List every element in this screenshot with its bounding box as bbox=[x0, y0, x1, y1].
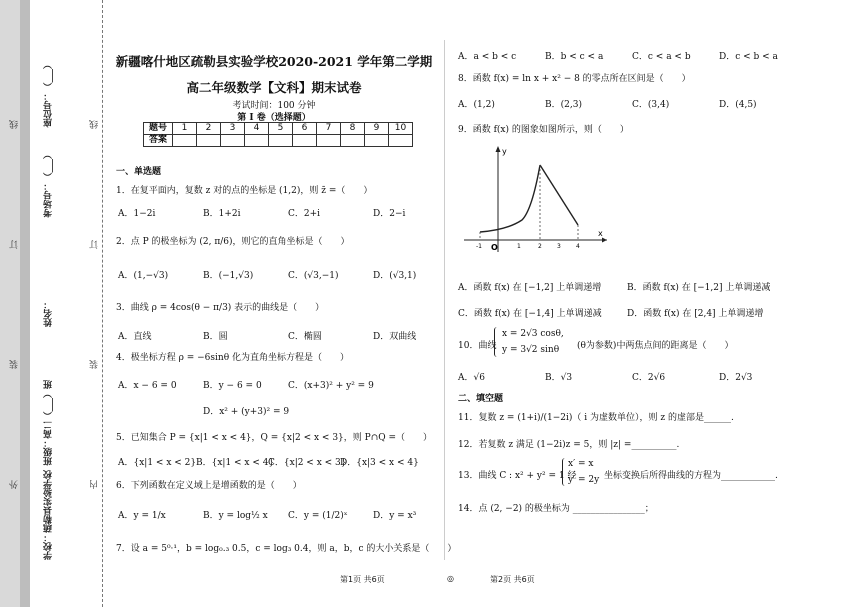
q2-option-c: C．(√3,−1) bbox=[288, 271, 339, 281]
q2-option-b: B．(−1,√3) bbox=[203, 271, 254, 281]
q4-stem: 4．极坐标方程 ρ = −6sinθ 化为直角坐标方程是（ ） bbox=[116, 353, 349, 363]
q5-option-d: D．{x|3 < x < 4} bbox=[340, 458, 419, 468]
inner-mark-1: 内 bbox=[90, 480, 100, 489]
q10-eq2: y = 3√2 sinθ bbox=[502, 345, 560, 355]
q1-option-d: D．2−i bbox=[373, 209, 406, 219]
exam-title: 新疆喀什地区疏勒县实验学校2020-2021 学年第二学期 bbox=[115, 54, 433, 69]
q13-eq1: x′ = x bbox=[568, 459, 594, 469]
footer-separator: ◎ bbox=[447, 574, 454, 583]
footer-page-1: 第1页 共6页 bbox=[340, 575, 385, 584]
q9-option-d: D．函数 f(x) 在 [2,4] 上单调递增 bbox=[627, 309, 764, 319]
outer-mark-3: 订 bbox=[10, 240, 20, 249]
answer-cell[interactable] bbox=[365, 135, 389, 147]
section-1-heading: 一、单选题 bbox=[116, 167, 162, 177]
graph-tick: 4 bbox=[576, 243, 580, 250]
outer-mark-4: 线 bbox=[10, 120, 20, 129]
q10-eq1: x = 2√3 cosθ, bbox=[502, 329, 564, 339]
graph-x-arrow bbox=[602, 238, 607, 243]
q4-option-d: D．x² + (y+3)² = 9 bbox=[203, 407, 290, 417]
q13-brace bbox=[562, 458, 567, 486]
school-label: 学校：疏勒县实验学校 bbox=[44, 470, 54, 560]
q1-option-c: C．2+i bbox=[288, 209, 321, 219]
q13-suffix: 坐标变换后所得曲线的方程为____________. bbox=[604, 471, 778, 481]
answer-table-row1-label: 题号 bbox=[144, 123, 173, 135]
binding-gutter bbox=[0, 0, 20, 607]
answer-cell[interactable] bbox=[245, 135, 269, 147]
graph-tick: -1 bbox=[476, 243, 482, 250]
q3-stem: 3．曲线 ρ = 4cos(θ − π/3) 表示的曲线是（ ） bbox=[116, 303, 325, 313]
graph-y-arrow bbox=[496, 146, 501, 152]
q6-option-d: D．y = x³ bbox=[373, 511, 417, 521]
binding-area bbox=[10, 0, 103, 607]
q5-option-c: C．{x|2 < x < 3} bbox=[268, 458, 347, 468]
outer-mark-1: 外 bbox=[10, 480, 20, 489]
class-label: 班级：高二（___）班 bbox=[44, 380, 54, 466]
q10-stem-prefix: 10．曲线 bbox=[458, 341, 497, 351]
q10-stem-suffix: (θ为参数)中两焦点间的距离是（ ） bbox=[577, 341, 734, 351]
q3-option-b: B．圆 bbox=[203, 332, 228, 342]
column-divider bbox=[444, 40, 445, 560]
answer-table-num: 8 bbox=[341, 123, 365, 135]
graph-curve-increasing bbox=[480, 165, 540, 232]
q9-stem: 9．函数 f(x) 的图象如图所示，则（ ） bbox=[458, 125, 629, 135]
answer-table-row2-label: 答案 bbox=[144, 135, 173, 147]
graph-curve-decreasing bbox=[540, 165, 578, 225]
answer-table-answer-row bbox=[144, 135, 413, 147]
answer-table-num: 2 bbox=[197, 123, 221, 135]
graph-origin-label: O bbox=[491, 243, 498, 252]
q9-option-c: C．函数 f(x) 在 [−1,4] 上单调递减 bbox=[458, 309, 602, 319]
answer-table-num: 4 bbox=[245, 123, 269, 135]
q9-function-graph bbox=[462, 140, 612, 255]
q5-option-b: B．{x|1 < x < 4} bbox=[196, 458, 275, 468]
q9-option-a: A．函数 f(x) 在 [−1,2] 上单调递增 bbox=[458, 283, 602, 293]
q4-option-a: A．x − 6 = 0 bbox=[118, 381, 177, 391]
answer-cell[interactable] bbox=[341, 135, 365, 147]
page-2 bbox=[452, 0, 852, 607]
graph-tick: 1 bbox=[517, 243, 521, 250]
q9-option-b: B．函数 f(x) 在 [−1,2] 上单调递减 bbox=[627, 283, 771, 293]
answer-table-num: 10 bbox=[389, 123, 413, 135]
answer-cell[interactable] bbox=[173, 135, 197, 147]
outer-mark-2: 装 bbox=[10, 360, 20, 369]
graph-tick: 3 bbox=[557, 243, 561, 250]
answer-table-number-row bbox=[144, 123, 413, 135]
answer-cell[interactable] bbox=[221, 135, 245, 147]
section-2-heading: 二、填空题 bbox=[458, 394, 504, 404]
footer-page-2: 第2页 共6页 bbox=[490, 575, 535, 584]
answer-cell[interactable] bbox=[269, 135, 293, 147]
answer-cell[interactable] bbox=[317, 135, 341, 147]
q13-eq2: y′ = 2y bbox=[568, 475, 600, 485]
graph-tick: 2 bbox=[538, 243, 542, 250]
answer-table-num: 6 bbox=[293, 123, 317, 135]
answer-table-num: 7 bbox=[317, 123, 341, 135]
q4-option-c: C．(x+3)² + y² = 9 bbox=[288, 381, 374, 391]
q7-option-b: B．b < c < a bbox=[545, 52, 604, 62]
answer-table-num: 3 bbox=[221, 123, 245, 135]
q5-option-a: A．{x|1 < x < 2} bbox=[118, 458, 197, 468]
graph-x-label: x bbox=[598, 229, 603, 238]
q6-option-c: C．y = (1/2)ˣ bbox=[288, 511, 348, 521]
inner-mark-3: 订 bbox=[90, 240, 100, 249]
exam-time: 考试时间：100 分钟 bbox=[232, 101, 316, 111]
q6-option-a: A．y = 1/x bbox=[118, 511, 166, 521]
q2-option-a: A．(1,−√3) bbox=[118, 271, 169, 281]
q7-option-d: D．c < b < a bbox=[719, 52, 778, 62]
exam-room-label: 考场号：（___） bbox=[44, 150, 54, 218]
answer-cell[interactable] bbox=[293, 135, 317, 147]
q1-option-b: B．1+2i bbox=[203, 209, 241, 219]
answer-table bbox=[143, 122, 413, 147]
exam-subtitle: 高二年级数学【文科】期末试卷 bbox=[186, 80, 362, 95]
q2-stem: 2．点 P 的极坐标为 (2, π/6)，则它的直角坐标是（ ） bbox=[116, 237, 350, 247]
graph-y-label: y bbox=[502, 147, 507, 156]
binding-gutter-inner bbox=[20, 0, 30, 607]
q8-option-a: A．(1,2) bbox=[458, 100, 495, 110]
q12-text: 12．若复数 z 满足 (1−2i)z = 5，则 |z| =__________. bbox=[458, 440, 680, 450]
seat-label: 座位号：（___） bbox=[44, 60, 54, 128]
q3-option-a: A．直线 bbox=[118, 332, 152, 342]
q10-option-b: B．√3 bbox=[545, 373, 573, 383]
q3-option-d: D．双曲线 bbox=[373, 332, 417, 342]
inner-mark-4: 线 bbox=[90, 120, 100, 129]
answer-table-num: 1 bbox=[173, 123, 197, 135]
q7-stem: 7．设 a = 5⁰·¹，b = log₀.₃ 0.5，c = log₃ 0.4，则 a，b，c 的大小关系是（ ） bbox=[116, 544, 457, 554]
q14-text: 14．点 (2, −2) 的极坐标为 ________________； bbox=[458, 504, 654, 514]
q10-option-c: C．2√6 bbox=[632, 373, 666, 383]
q10-brace bbox=[494, 327, 499, 357]
q8-option-d: D．(4,5) bbox=[719, 100, 757, 110]
q8-stem: 8．函数 f(x) = ln x + x² − 8 的零点所在区间是（ ） bbox=[458, 74, 691, 84]
answer-table-num: 5 bbox=[269, 123, 293, 135]
q10-option-d: D．2√3 bbox=[719, 373, 753, 383]
q13-prefix: 13．曲线 C : x² + y² = 1 经 bbox=[458, 471, 577, 481]
q11-text: 11．复数 z = (1+i)/(1−2i)（ i 为虚数单位），则 z 的虚部是______. bbox=[458, 413, 734, 423]
q2-option-d: D．(√3,1) bbox=[373, 271, 417, 281]
q1-option-a: A．1−2i bbox=[118, 209, 156, 219]
q8-option-b: B．(2,3) bbox=[545, 100, 582, 110]
q5-stem: 5．已知集合 P = {x|1 < x < 4}，Q = {x|2 < x < 3}，则 P∩Q =（ ） bbox=[116, 433, 433, 443]
q10-option-a: A．√6 bbox=[458, 373, 485, 383]
q6-stem: 6．下列函数在定义域上是增函数的是（ ） bbox=[116, 481, 302, 491]
answer-cell[interactable] bbox=[197, 135, 221, 147]
q7-option-c: C．c < a < b bbox=[632, 52, 691, 62]
name-label: 姓名： bbox=[44, 300, 54, 327]
answer-table-num: 9 bbox=[365, 123, 389, 135]
q7-option-a: A．a < b < c bbox=[458, 52, 517, 62]
page-1 bbox=[108, 0, 457, 607]
answer-cell[interactable] bbox=[389, 135, 413, 147]
q1-stem: 1．在复平面内，复数 z 对的点的坐标是 (1,2)，则 z̄ =（ ） bbox=[116, 186, 373, 196]
part-1-heading: 第 I 卷（选择题） bbox=[237, 113, 311, 123]
q3-option-c: C．椭圆 bbox=[288, 332, 322, 342]
q4-option-b: B．y − 6 = 0 bbox=[203, 381, 262, 391]
q6-option-b: B．y = log½ x bbox=[203, 511, 268, 521]
inner-mark-2: 装 bbox=[90, 360, 100, 369]
q8-option-c: C．(3,4) bbox=[632, 100, 670, 110]
